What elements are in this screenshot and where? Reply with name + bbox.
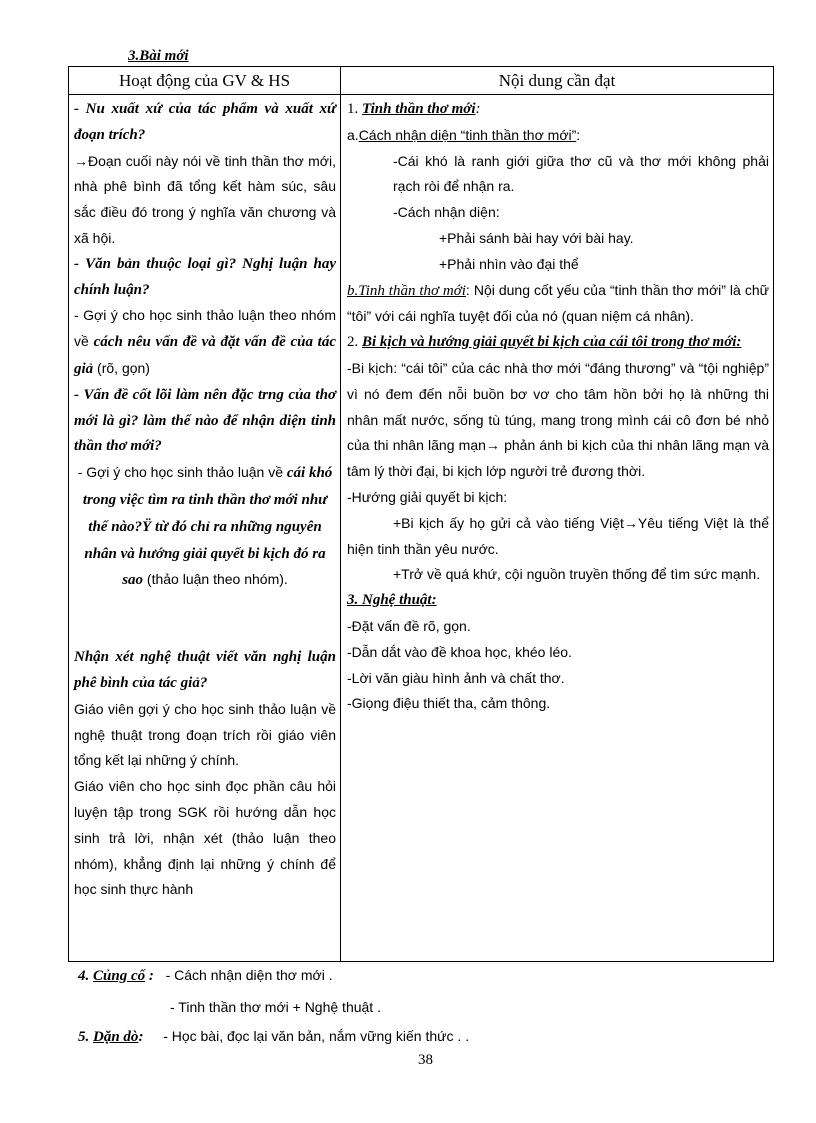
heading-3: 3. Nghệ thuật: — [347, 592, 437, 609]
guide-discussion-2 — [74, 460, 336, 594]
page-number: 38 — [418, 1052, 433, 1068]
answer-origin: →Đoạn cuối này nói về tinh thần thơ mới, nhà phê bình đã tổng kết hàm súc, sâu sắc điều đó trong ý nghĩa văn chương và xã hội. — [74, 152, 336, 246]
subheading-b-text: : Nội dung cốt yếu của “tinh thần thơ mới” là chữ “tôi” với cái nghĩa tuyệt đối của nó (quan niệm cá nhân). — [347, 281, 770, 325]
point-a1: -Cái khó là ranh giới giữa thơ cũ và thơ mới không phải rạch ròi để nhận ra. — [393, 152, 769, 195]
question-art: Nhận xét nghệ thuật viết văn nghị luận phê bình của tác giả? — [74, 649, 336, 691]
guide-2-emphasis: cái khó trong việc tìm ra tinh thần thơ mới như thế nào?Ÿ từ đó chỉ ra những nguyên nhân và hướng giải quyết bi kịch đó ra sao — [82, 465, 333, 589]
subheading-a-text: Cách nhận diện “tinh thần thơ mới” — [358, 126, 577, 143]
section-4-line-1 — [78, 967, 333, 985]
guide-1-lead: - Gợi ý cho học sinh thảo luận theo nhóm về — [74, 307, 336, 350]
question-text-type: - Văn bản thuộc loại gì? Nghị luận hay chính luận? — [74, 255, 336, 298]
guide-2-lead: - Gợi ý cho học sinh thảo luận về — [77, 464, 287, 481]
heading-1-colon: : — [475, 101, 481, 117]
section-4-line-2 — [170, 999, 381, 1017]
section-5-label: Dặn dò — [93, 1029, 139, 1045]
section-4-label: Củng cố — [93, 968, 146, 984]
section-title: 3.Bài mới — [128, 48, 189, 64]
question-core-issue: - Vấn đề cốt lõi làm nên đặc trng của thơ mới là gì? làm thế nào để nhận diện tinh thần thơ mới? — [74, 386, 336, 455]
solution-1: +Bi kịch ấy họ gửi cả vào tiếng Việt→Yêu tiếng Việt là thể hiện tinh thần yêu nước. — [347, 514, 769, 557]
section-5-item-1: - Học bài, đọc lại văn bản, nắm vững kiến thức . . — [163, 1028, 470, 1044]
guide-1-emphasis: cách nêu vấn đề và đặt vấn đề của tác giả — [74, 334, 336, 377]
section-4-num: 4. — [78, 968, 93, 984]
subheading-b — [347, 278, 769, 331]
art-point-2: -Dẫn dắt vào đề khoa học, khéo léo. — [347, 643, 572, 660]
spacer — [74, 594, 336, 645]
teacher-note-1: Giáo viên gợi ý cho học sinh thảo luận về nghệ thuật trong đoạn trích rồi giáo viên tổng kết lại những ý chính. — [74, 700, 336, 769]
lesson-table — [68, 66, 774, 962]
guide-2-tail: (thảo luận theo nhóm). — [143, 571, 288, 588]
heading-1-text: Tinh thần thơ mới — [362, 101, 476, 117]
tragedy-text: -Bi kịch: “cái tôi” của các nhà thơ mới “đáng thương” và “tội nghiệp” vì nó đem đến nỗi buồn bơ vơ cho tâm hồn bởi họ là những thi nhân mất nước, sống tù túng, mang trong mình cái cô đơn bé nhỏ của thi nhân lãng mạn→ phản ánh bi kịch của thi nhân lãng mạn và tâm lý thời đại, bi kịch lớp người trẻ đương thời. — [347, 359, 769, 480]
art-point-4: -Giọng điệu thiết tha, cảm thông. — [347, 695, 551, 712]
heading-2-text: Bi kịch và hướng giải quyết bi kịch của cái tôi trong thơ mới: — [362, 334, 742, 351]
section-5-num: 5. — [78, 1029, 93, 1045]
subheading-a — [347, 123, 769, 149]
activities-column — [69, 95, 341, 962]
content-row — [69, 95, 774, 962]
heading-2-num: 2. — [347, 334, 362, 351]
header-activities: Hoạt động của GV & HS — [69, 67, 341, 95]
heading-1-num: 1. — [347, 101, 362, 117]
heading-2 — [347, 330, 769, 356]
section-4-item-1: - Cách nhận diện thơ mới . — [165, 967, 333, 983]
art-point-3: -Lời văn giàu hình ảnh và chất thơ. — [347, 669, 565, 686]
point-a3: +Phải sánh bài hay với bài hay. — [439, 229, 634, 246]
subheading-a-label: a. — [347, 126, 359, 143]
solution-heading: -Hướng giải quyết bi kịch: — [347, 488, 508, 505]
header-content: Nội dung cần đạt — [341, 67, 774, 95]
teacher-note-2: Giáo viên cho học sinh đọc phần câu hỏi luyện tập trong SGK rồi hướng dẫn học sinh trả lời, nhận xét (thảo luận theo nhóm), khẳng định lại những ý chính để học sinh thực hành — [74, 778, 336, 898]
subheading-a-colon: : — [576, 126, 581, 143]
section-5-line — [78, 1028, 469, 1046]
section-4-colon: : — [145, 968, 154, 984]
art-point-1: -Đặt vấn đề rõ, gọn. — [347, 617, 471, 634]
solution-2: +Trở về quá khứ, cội nguồn truyền thống để tìm sức mạnh. — [393, 566, 761, 583]
heading-1 — [347, 97, 769, 123]
point-a2: -Cách nhận diện: — [393, 204, 500, 221]
guide-discussion-1 — [74, 303, 336, 382]
point-a4: +Phải nhìn vào đại thể — [439, 255, 579, 272]
question-origin: - Nu xuất xứ của tác phẩm và xuất xứ đoạn trích? — [74, 101, 336, 143]
section-5-colon: : — [138, 1029, 144, 1045]
content-column — [341, 95, 774, 962]
subheading-b-label: b.Tinh thần thơ mới — [347, 282, 466, 299]
guide-1-tail: (rõ, gọn) — [93, 359, 150, 376]
section-4-item-2: - Tinh thần thơ mới + Nghệ thuật . — [170, 999, 381, 1015]
header-row — [69, 67, 774, 95]
